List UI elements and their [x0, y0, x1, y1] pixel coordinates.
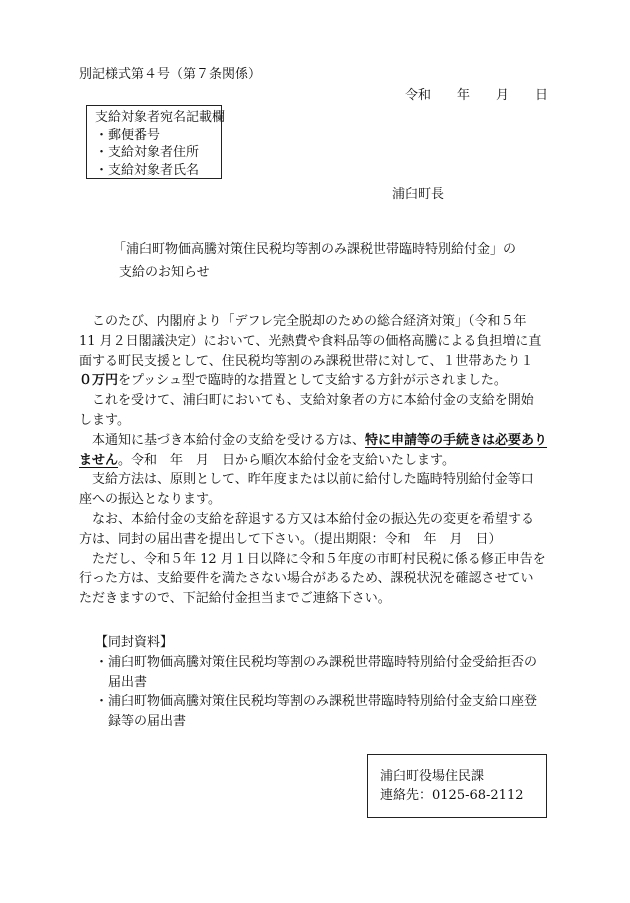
body-line: 行った方は、支給要件を満たさない場合があるため、課税状況を確認させてい — [79, 571, 534, 587]
body-line: これを受けて、浦臼町においても、支給対象者の方に本給付金の支給を開始 — [79, 393, 534, 409]
body-line: なお、本給付金の支給を辞退する方又は本給付金の振込先の変更を希望する — [79, 511, 535, 527]
body-line — [79, 371, 551, 391]
no-application-emphasis: 特に申請等の手続きは必要あり — [365, 432, 548, 448]
body-line: このたび、内閣府より「デフレ完全脱却のための総合経済対策」（令和５年 — [79, 314, 527, 329]
address-item-postal-code: ・郵便番号 — [95, 127, 161, 143]
recipient-address-box — [86, 105, 226, 179]
body-line: ただし、令和５年 12 月１日以降に令和５年度の市町村民税に係る修正申告を — [79, 551, 546, 567]
address-item-address: ・支給対象者住所 — [95, 145, 200, 160]
body-text: 。令和 年 月 日から順次本給付金を支給いたします。 — [118, 452, 455, 468]
enclosure-item: 録等の届出書 — [95, 714, 187, 730]
address-item-name: ・支給対象者氏名 — [95, 162, 200, 178]
enclosures — [95, 633, 537, 732]
enclosure-item: ・浦臼町物価高騰対策住民税均等割のみ課税世帯臨時特別給付金受給拒否の — [95, 654, 538, 670]
contact-phone: 連絡先：0125-68-2112 — [380, 788, 524, 803]
address-box-heading: 支給対象者宛名記載欄 — [95, 110, 226, 125]
body-text: をプッシュ型で臨時的な措置として支給する方針が示されました。 — [118, 373, 507, 389]
form-number: 別記様式第４号（第７条関係） — [79, 67, 262, 82]
contact-department: 浦臼町役場住民課 — [380, 769, 485, 784]
issuer: 浦臼町長 — [392, 187, 445, 202]
body-line: 支給方法は、原則として、昨年度または以前に給付した臨時特別給付金等口 — [79, 472, 534, 488]
notice-title-line1: 「浦臼町物価高騰対策住民税均等割のみ課税世帯臨時特別給付金」の — [113, 242, 517, 257]
notice-title-line2: 支給のお知らせ — [119, 265, 210, 280]
body-line: ただきますので、下記給付金担当までご連絡下さい。 — [79, 591, 391, 607]
body-line: 11 月２日閣議決定）において、光熱費や食料品等の価格高騰による負担増に直 — [79, 333, 542, 349]
body-line: 面する町民支援として、住民税均等割のみ課税世帯に対して、１世帯あたり１ — [79, 353, 534, 369]
body-line: します。 — [79, 412, 130, 428]
no-application-emphasis: ません — [79, 452, 119, 468]
amount-emphasis: ０万円 — [79, 373, 119, 389]
body-line — [79, 431, 551, 451]
enclosures-heading: 【同封資料】 — [95, 635, 174, 650]
body-text: 本通知に基づき本給付金の支給を受ける方は、 — [79, 432, 366, 448]
date-line: 令和 年 月 日 — [405, 88, 549, 103]
body-line — [79, 451, 551, 471]
body-line: 方は、同封の届出書を提出して下さい。（提出期限：令和 年 月 日） — [79, 531, 502, 547]
enclosure-item: ・浦臼町物価高騰対策住民税均等割のみ課税世帯臨時特別給付金支給口座登 — [95, 694, 538, 710]
contact-box — [367, 754, 547, 818]
enclosure-item: 届出書 — [95, 674, 148, 690]
notice-body — [79, 312, 551, 609]
body-line: 座への振込となります。 — [79, 492, 221, 508]
